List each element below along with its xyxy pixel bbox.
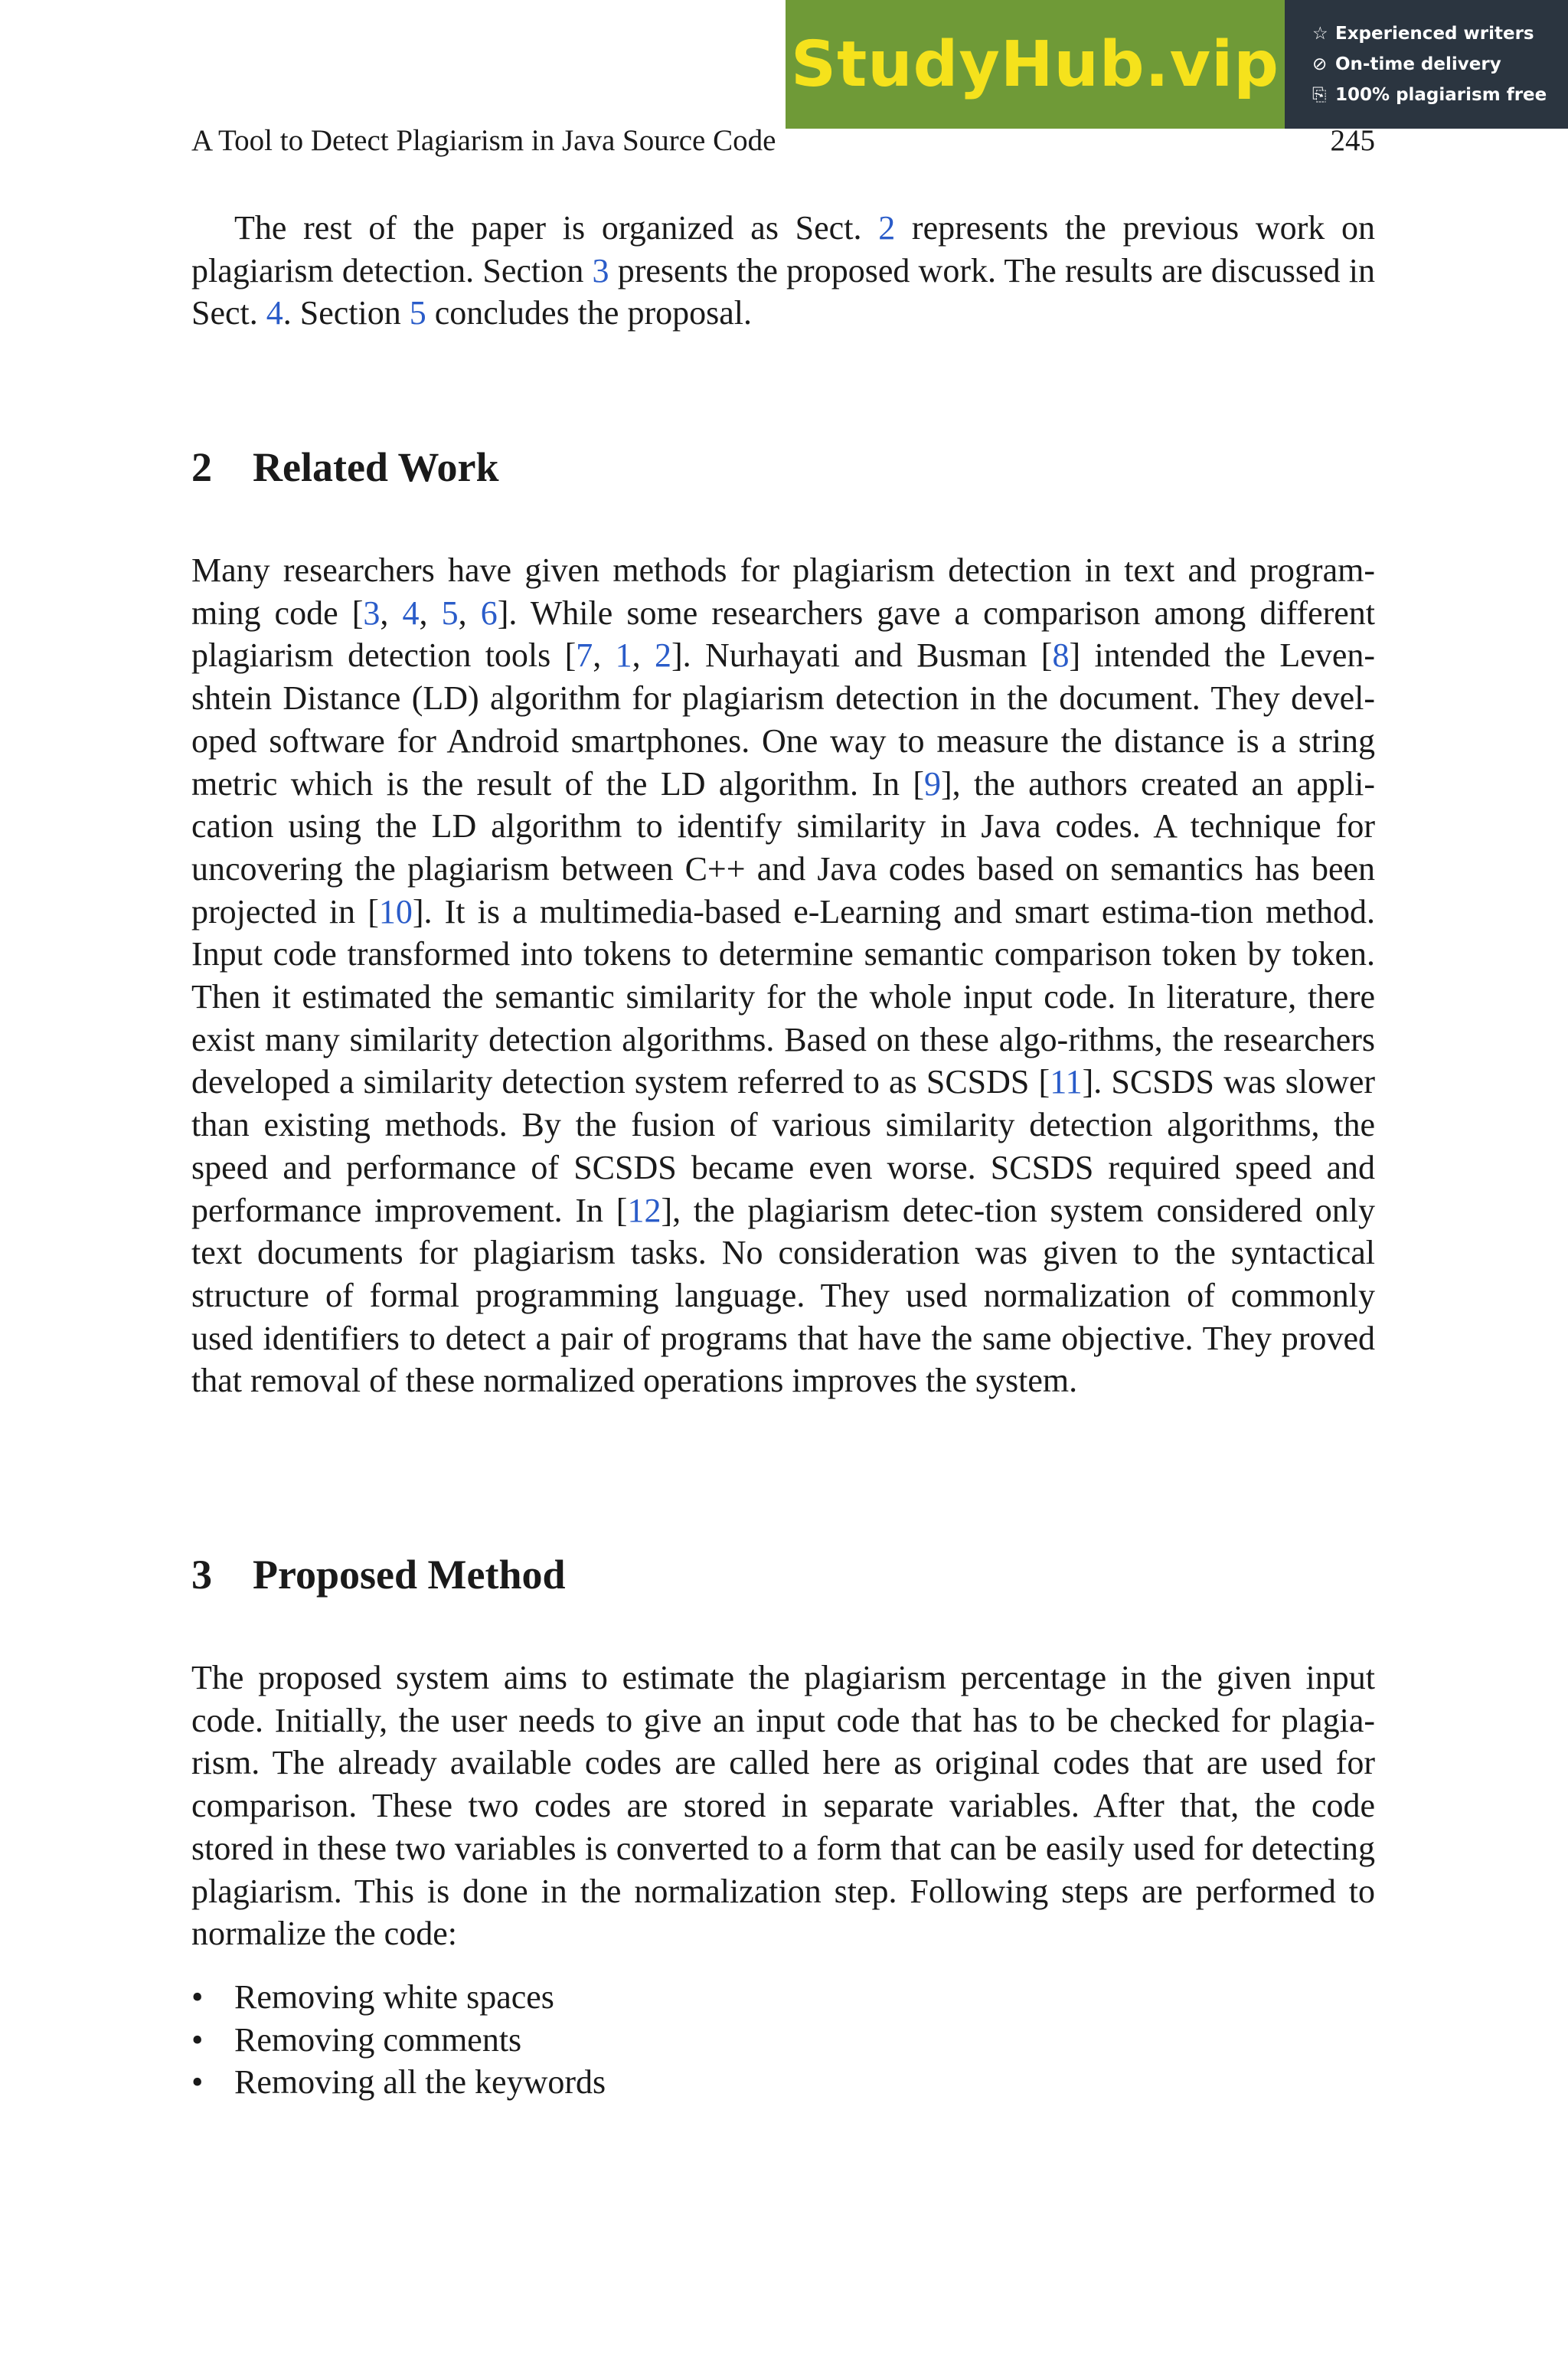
list-item-text: Removing all the keywords [234,2063,606,2102]
proposed-method-paragraph [191,1657,1375,1955]
citation-link[interactable]: 6 [480,594,498,632]
text: ]. SCSDS was slower than existing methods. By the fusion of various similarity detection algorithms, the speed and performance of SCSDS became even worse. SCSDS required speed and performance improvement. In [ [191,1063,1376,1229]
text: ]. Nurhayati and Busman [ [671,636,1053,675]
logo-text: StudyHub.vip [791,28,1279,101]
clock-icon: ⊘ [1312,54,1328,74]
citation-link[interactable]: 7 [576,636,593,675]
section-heading-related-work [191,443,499,492]
list-item-text: Removing white spaces [234,1978,554,2016]
text: , [458,594,481,632]
studyhub-logo[interactable] [786,0,1285,129]
related-work-text [191,549,1375,1402]
banner-features [1285,0,1568,129]
intro-text [191,207,1375,335]
copy-icon: ⎘ [1312,85,1327,105]
section-number: 3 [191,1552,212,1598]
citation-link[interactable]: 10 [378,892,413,931]
running-title: A Tool to Detect Plagiarism in Java Source Code [191,124,776,157]
list-item [191,2061,606,2104]
feature-label: 100% plagiarism free [1335,85,1547,105]
section-link[interactable]: 4 [266,294,283,332]
feature-label: On-time delivery [1335,54,1501,74]
citation-link[interactable]: 12 [627,1191,662,1229]
bullet-icon: • [191,2020,204,2059]
text: represents the previous work on plagiarism detection. Section [191,209,1375,289]
section-link[interactable]: 3 [592,251,609,289]
citation-link[interactable]: 5 [441,594,459,632]
feature-on-time-delivery [1312,49,1568,80]
citation-link[interactable]: 2 [655,636,672,675]
list-item [191,1976,606,2019]
section-number: 2 [191,444,212,490]
text: , [419,594,442,632]
text: ]. While some researchers gave a comparison among different plagiarism detection tools [ [191,594,1376,675]
running-head [191,123,1375,159]
ad-banner[interactable] [786,0,1568,129]
related-work-paragraph [191,549,1375,1402]
normalization-steps-list [191,1976,606,2104]
text: ] intended the Leven-shtein Distance (LD) algorithm for plagiarism detection in the document. They devel-oped software for Android smartphones. One way to measure the distance is a string metric which is the result of the LD algorithm. In [ [191,636,1376,803]
page-number: 245 [1330,124,1375,157]
bullet-icon: • [191,1978,204,2016]
section-link[interactable]: 5 [409,294,426,332]
citation-link[interactable]: 11 [1050,1063,1083,1101]
bullet-icon: • [191,2063,204,2102]
text: The rest of the paper is organized as Sect. [234,209,879,247]
section-heading-proposed-method [191,1550,566,1599]
section-title: Proposed Method [253,1552,566,1598]
feature-experienced-writers [1312,18,1568,49]
text: ]. It is a multimedia-based e-Learning and smart estima-tion method. Input code transformed into tokens to determine semantic comparison token by token. Then it estimated the semantic similarity for the whole input code. In literature, there exist many similarity detection algorithms. Based on these algo-rithms, the researchers developed a similarity detection system referred to as SCSDS [ [191,892,1375,1101]
text: , [632,636,655,675]
intro-paragraph [191,207,1375,335]
text: ], the authors created an appli-cation using the LD algorithm to identify similarity in Java codes. A technique for uncovering the plagiarism between C++ and Java codes based on semantics has been projected in [ [191,764,1376,931]
citation-link[interactable]: 8 [1052,636,1070,675]
citation-link[interactable]: 3 [363,594,381,632]
section-link[interactable]: 2 [878,209,896,247]
feature-plagiarism-free [1312,80,1568,110]
text: , [593,636,616,675]
citation-link[interactable]: 9 [924,764,942,803]
text: presents the proposed work. The results are discussed in Sect. [191,251,1375,332]
citation-link[interactable]: 1 [615,636,632,675]
text: , [380,594,403,632]
proposed-method-text: The proposed system aims to estimate the plagiarism percentage in the given input code. Initially, the user needs to give an input code that has to be checked for plagia-rism. The already available codes are called here as original codes that are used for comparison. These two codes are stored in separate variables. After that, the code stored in these two variables is converted to a form that can be easily used for detecting plagiarism. This is done in the normalization step. Following steps are performed to normalize the code: [191,1659,1375,1953]
text: ], the plagiarism detec-tion system considered only text documents for plagiarism tasks. No consideration was given to the syntactical structure of formal programming language. They used normalization of commonly used identifiers to detect a pair of programs that have the same objective. They proved that removal of these normalized operations improves the system. [191,1191,1376,1400]
section-title: Related Work [253,444,499,490]
text: concludes the proposal. [426,294,752,332]
text: . Section [283,294,410,332]
feature-label: Experienced writers [1335,24,1534,44]
list-item [191,2019,606,2062]
list-item-text: Removing comments [234,2020,522,2059]
star-icon: ☆ [1312,24,1328,44]
citation-link[interactable]: 4 [402,594,420,632]
text: Many researchers have given methods for plagiarism detection in text and program-ming code [ [191,551,1375,632]
